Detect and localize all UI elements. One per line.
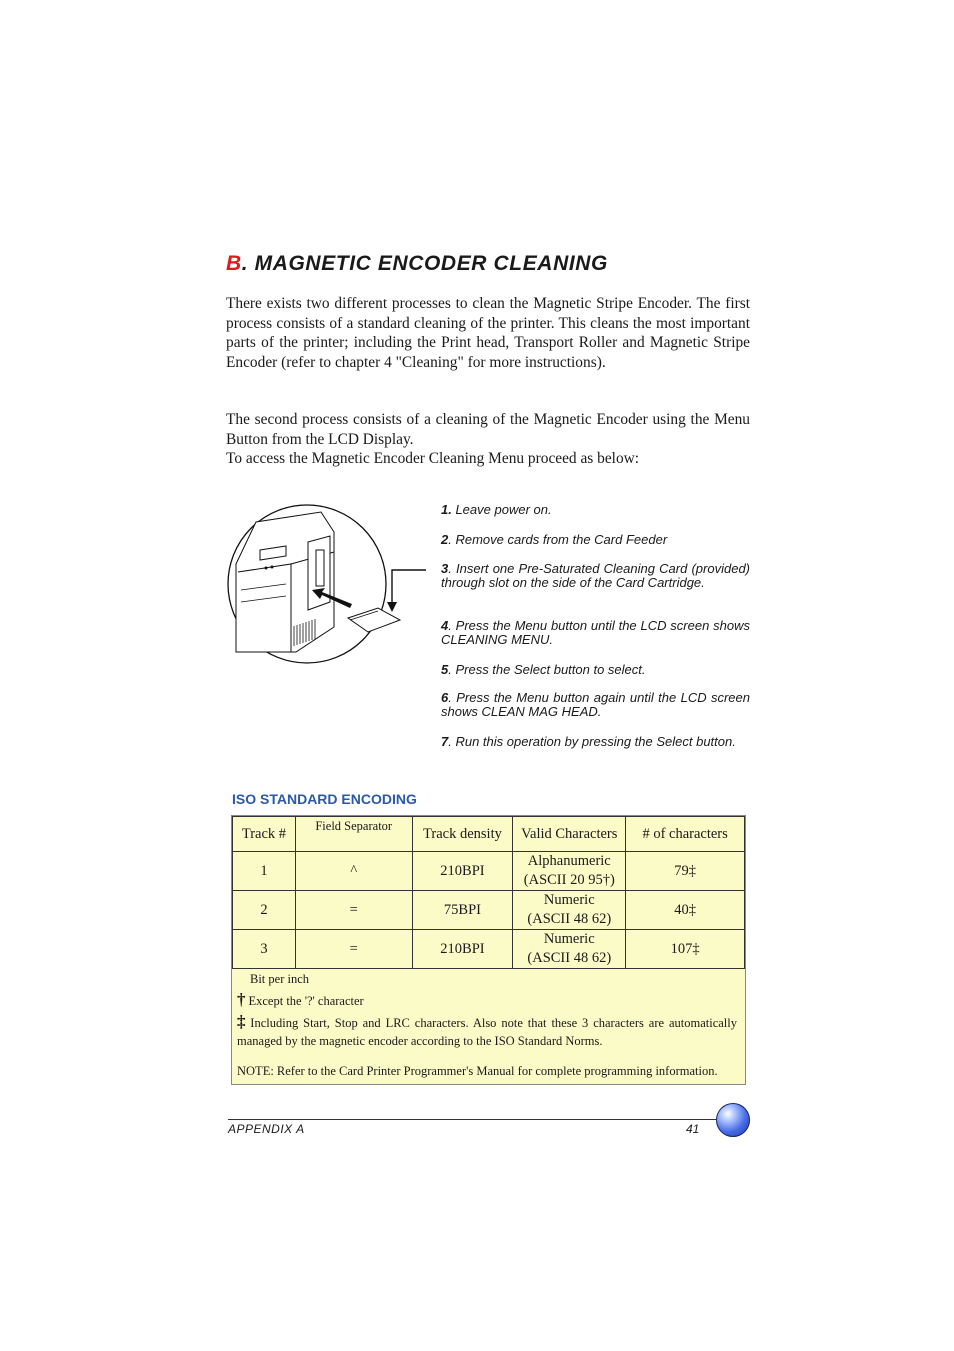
footer-rule xyxy=(228,1119,718,1120)
table-header-row xyxy=(233,817,745,852)
printer-illustration xyxy=(226,502,406,667)
note-double-dagger: ‡ Including Start, Stop and LRC characters. Also note that these 3 characters are automatically managed by the magnetic encoder according to the ISO Standard Norms. xyxy=(237,1012,737,1048)
note-main: NOTE: Refer to the Card Printer Programmer's Manual for complete programming information. xyxy=(237,1064,718,1078)
col-header-valid: Valid Characters xyxy=(513,817,626,852)
iso-encoding-table xyxy=(231,815,746,1085)
step-item: 1. Leave power on. xyxy=(441,502,552,517)
blue-sphere-icon xyxy=(716,1103,750,1137)
step-item: 7. Run this operation by pressing the Select button. xyxy=(441,734,736,749)
pointer-arrow-icon xyxy=(384,566,434,616)
page-number: 41 xyxy=(686,1122,700,1136)
table-row: 1 ^ 210BPI Alphanumeric (ASCII 20 95†) 79‡ xyxy=(233,852,745,891)
section-title xyxy=(226,252,608,276)
note-bpi: Bit per inch xyxy=(250,972,310,986)
intro-paragraph-3: To access the Magnetic Encoder Cleaning Menu proceed as below: xyxy=(226,450,640,467)
intro-paragraph-2: The second process consists of a cleaning of the Magnetic Encoder using the Menu Button from the LCD Display. To access the Magnetic Encoder Cleaning Menu proceed as below: xyxy=(226,411,750,467)
section-letter: B xyxy=(226,252,242,275)
col-header-separator: Field Separator xyxy=(295,817,412,852)
step-item: 4. Press the Menu button until the LCD screen shows CLEANING MENU. xyxy=(441,618,750,647)
step-item: 3. Insert one Pre-Saturated Cleaning Card (provided) through slot on the side of the Card Cartridge. xyxy=(441,561,750,590)
col-header-count: # of characters xyxy=(626,817,745,852)
table-row: 3 = 210BPI Numeric (ASCII 48 62) 107‡ xyxy=(233,930,745,969)
intro-paragraph-1: There exists two different processes to clean the Magnetic Stripe Encoder. The first process consists of a standard cleaning of the printer. This cleans the most important parts of the printer; including the Print head, Transport Roller and Magnetic Stripe Encoder (refer to chapter 4 "Cleaning" for more instructions). xyxy=(226,295,750,371)
iso-section-title: ISO STANDARD ENCODING xyxy=(232,791,417,807)
step-item: 5. Press the Select button to select. xyxy=(441,662,646,677)
section-title-text: . MAGNETIC ENCODER CLEANING xyxy=(241,252,608,275)
table-row: 2 = 75BPI Numeric (ASCII 48 62) 40‡ xyxy=(233,891,745,930)
note-dagger: † Except the '?' character xyxy=(237,990,364,1009)
step-item: 6. Press the Menu button again until the LCD screen shows CLEAN MAG HEAD. xyxy=(441,690,750,719)
col-header-density: Track density xyxy=(412,817,513,852)
footer-appendix: APPENDIX A xyxy=(228,1122,305,1136)
col-header-track: Track # xyxy=(233,817,296,852)
step-item: 2. Remove cards from the Card Feeder xyxy=(441,532,668,547)
